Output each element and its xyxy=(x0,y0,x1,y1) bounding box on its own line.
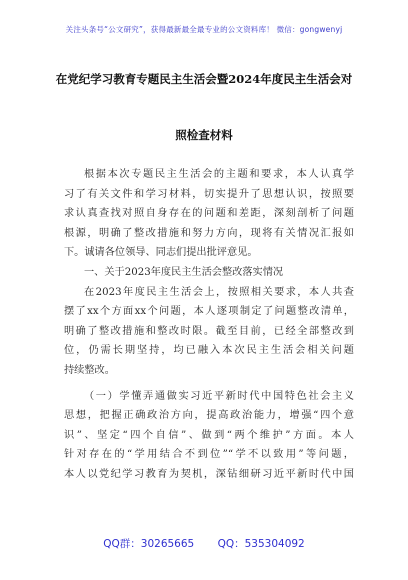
paragraph-1-line: 求认真查找对照自身存在的问题和差距，深刻剖析了问题 xyxy=(64,208,354,220)
qq-group-number: QQ群：30265665 xyxy=(103,538,195,550)
document-title-line-1: 在党纪学习教育专题民主生活会暨2024年度民主生活会对 xyxy=(55,72,353,86)
footer-contact xyxy=(0,536,408,551)
promo-banner: 关注头条号“公文研究”，获得最新最全最专业的公文资料库！ 微信：gongwenyj xyxy=(65,25,343,34)
paragraph-2-line: 位，仍需长期坚持，均已融入本次民主生活会相关问题 xyxy=(64,345,354,357)
paragraph-2-line: 明确了整改措施和整改时限。截至目前，已经全部整改到 xyxy=(64,325,354,337)
paragraph-2-line: 持续整改。 xyxy=(64,364,115,376)
paragraph-2-line: 在2023年度民主生活会上，按照相关要求，本人共查 xyxy=(84,286,354,298)
paragraph-2-line: 摆了xx个方面xx个问题，本人逐项制定了问题整改清单， xyxy=(64,306,354,318)
document-body xyxy=(64,165,354,485)
document-title-line-2: 照检查材料 xyxy=(175,128,233,142)
paragraph-3-line: （一）学懂弄通做实习近平新时代中国特色社会主义 xyxy=(84,390,354,402)
paragraph-1-line: 根源，明确了整改措施和努力方向，现将有关情况汇报如 xyxy=(64,227,354,239)
paragraph-3-line: 本人以党纪学习教育为契机，深钻细研习近平新时代中国 xyxy=(64,468,354,480)
paragraph-1-line: 根据本次专题民主生活会的主题和要求，本人认真学 xyxy=(84,169,354,180)
section-heading: 一、关于2023年度民主生活会整改落实情况 xyxy=(84,266,284,278)
paragraph-1-line: 习了有关文件和学习材料，切实提升了思想认识，按照要 xyxy=(64,188,354,200)
paragraph-3-line: 针对存在的“学用结合不到位”“学不以致用”等问题， xyxy=(64,449,354,461)
paragraph-3-line: 识”、坚定“四个自信”、做到“两个维护”方面。本人 xyxy=(64,429,354,441)
paragraph-1-line: 下。诚请各位领导、同志们提出批评意见。 xyxy=(64,247,258,259)
qq-number: QQ：535304092 xyxy=(217,538,305,550)
paragraph-3-line: 思想，把握正确政治方向，提高政治能力，增强“四个意 xyxy=(64,410,354,422)
